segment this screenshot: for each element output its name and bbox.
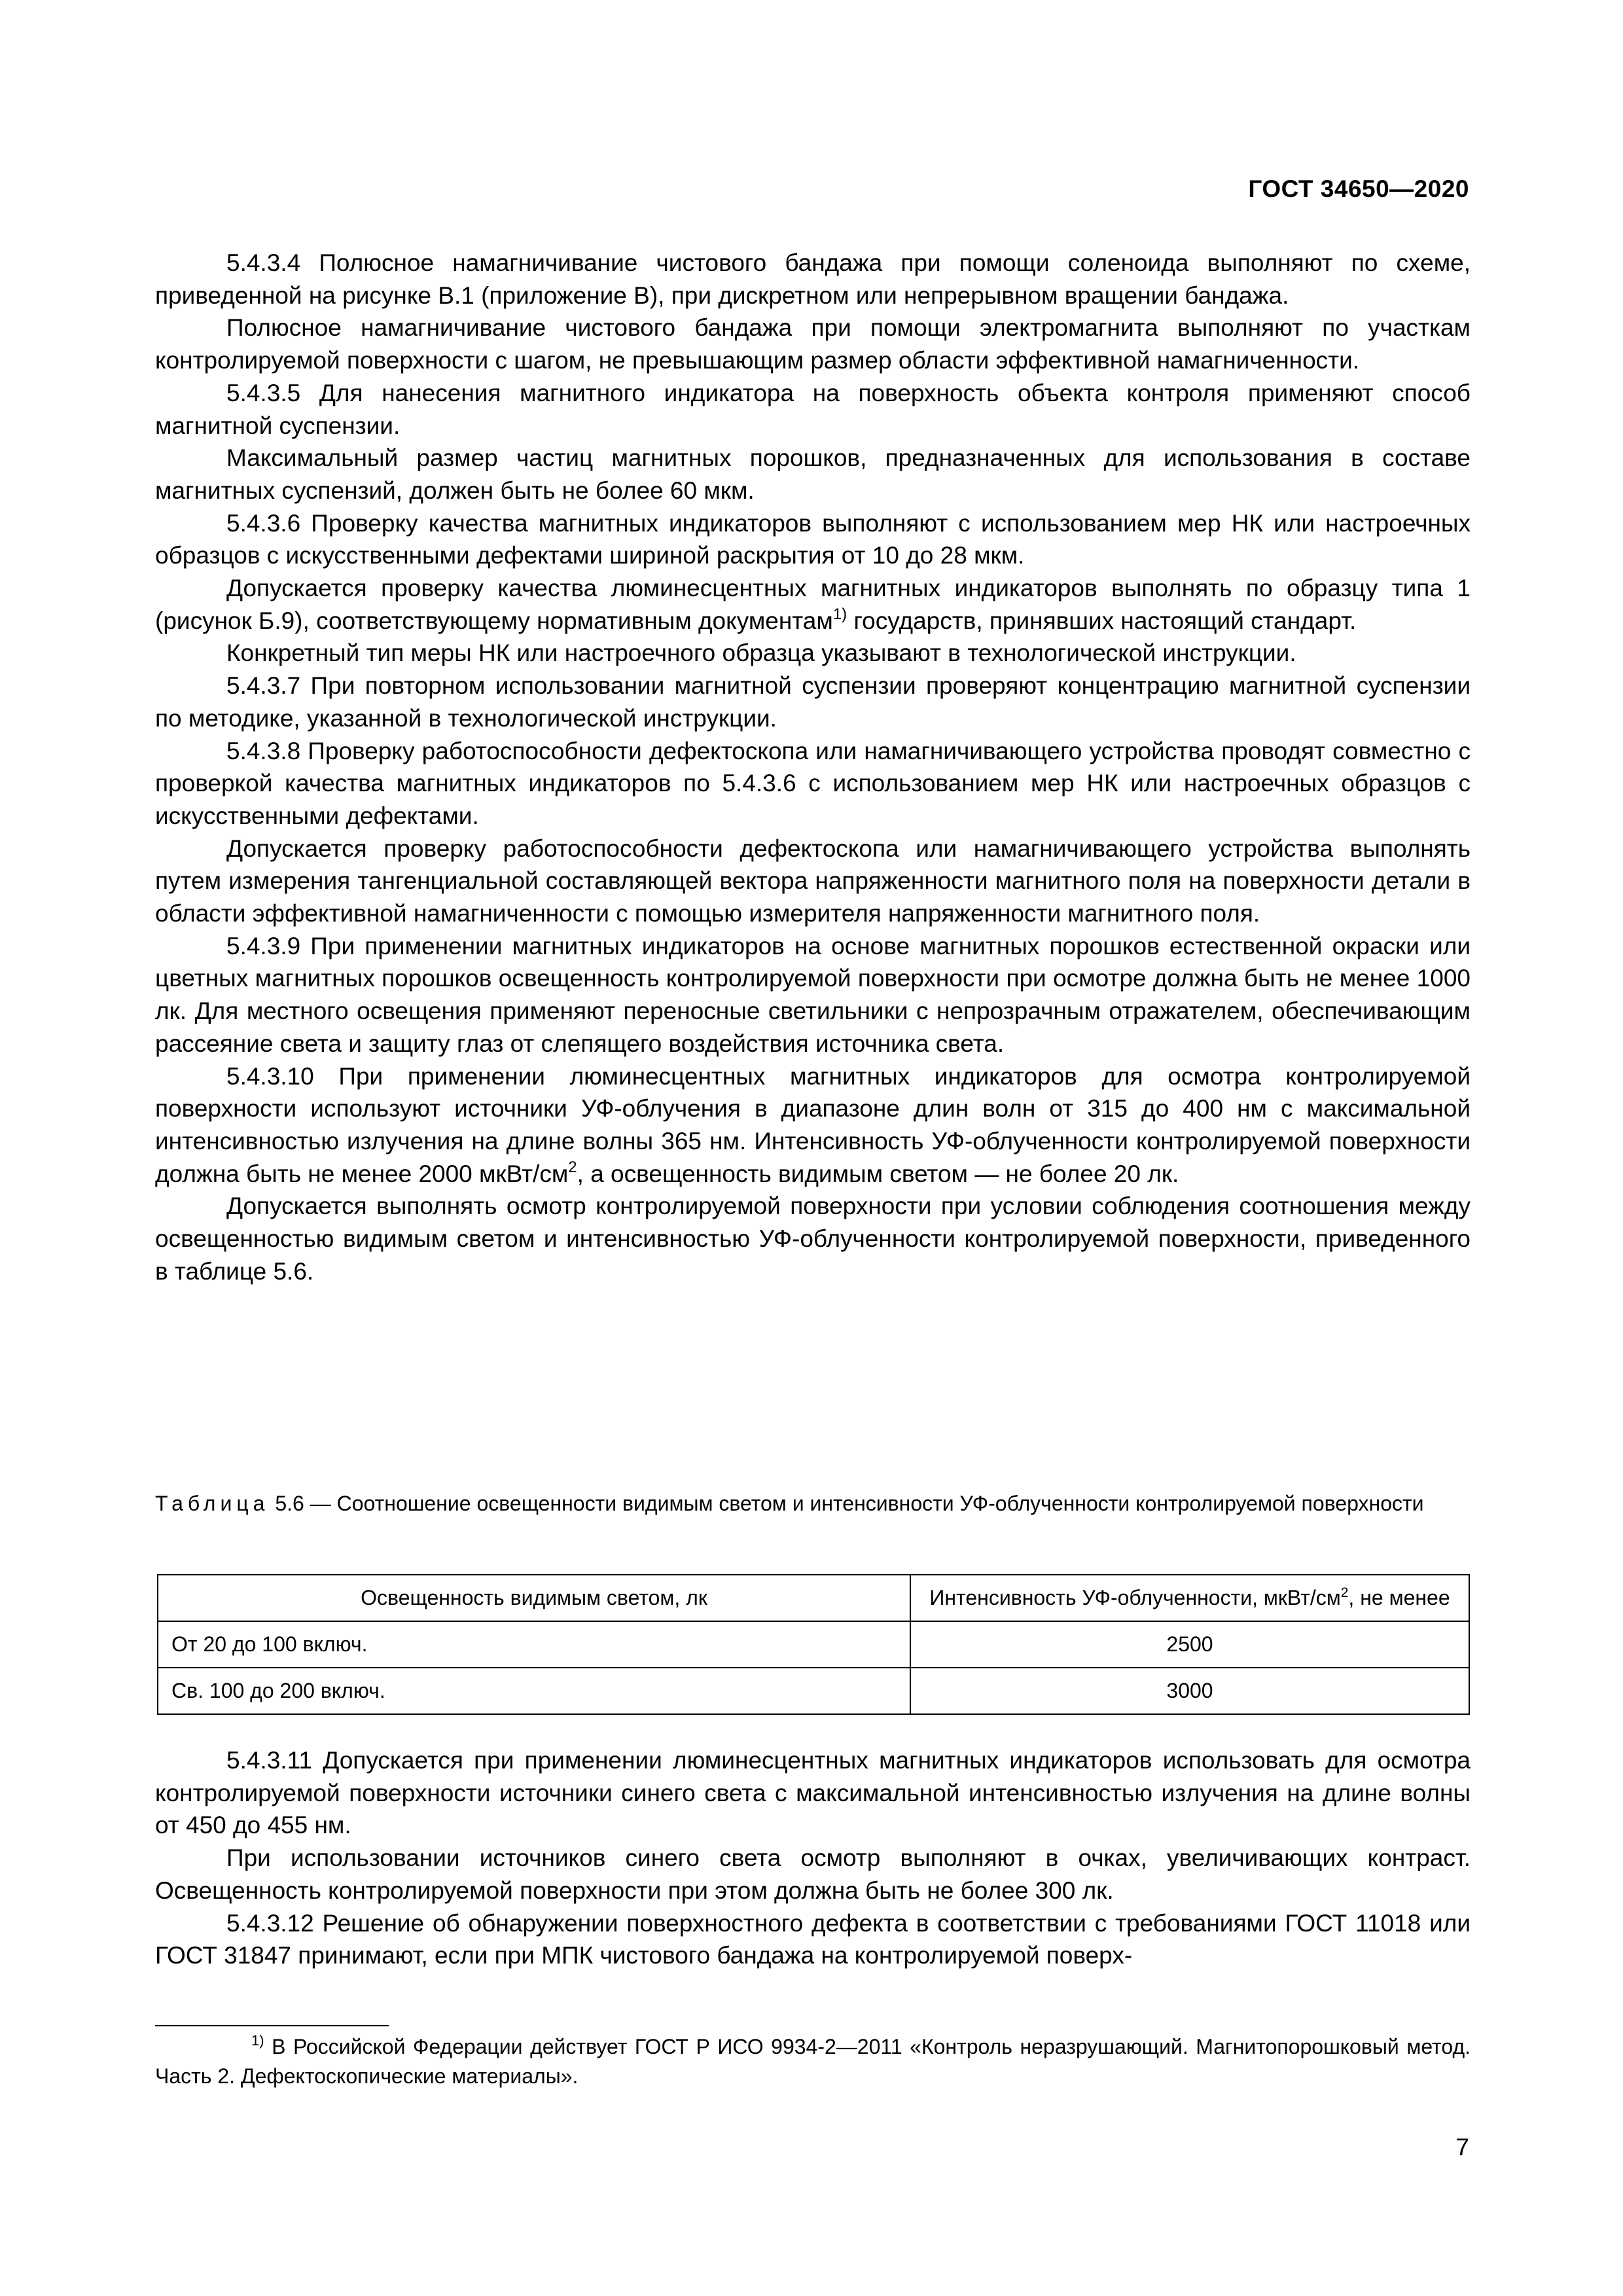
footnote-divider [155, 2025, 389, 2026]
table-row [158, 1621, 1469, 1668]
paragraph: При использовании источников синего света осмотр выполняют в очках, увеличивающих контраст. Освещенность контролируемой поверхности при этом должна быть не более 300 лк. [155, 1844, 1471, 1904]
paragraph-text: Допускается проверку качества люминесцентных магнитных индикаторов выполнять по образцу типа 1 (рисунок Б.9), соответствующему нормативным документам [155, 575, 1471, 634]
paragraph: 5.4.3.6 Проверку качества магнитных индикаторов выполняют с использованием мер НК или настроечных образцов с искусственными дефектами шириной раскрытия от 10 до 28 мкм. [155, 509, 1471, 569]
footnote [155, 2032, 1471, 2091]
paragraph: 5.4.3.11 Допускается при применении люминесцентных магнитных индикаторов использовать для осмотра контролируемой поверхности источники синего света с максимальной интенсивностью излучения на длине волны от 450 до 455 нм. [155, 1747, 1471, 1839]
superscript: 2 [568, 1158, 577, 1176]
paragraph: 5.4.3.12 Решение об обнаружении поверхностного дефекта в соответствии с требованиями ГОСТ 11018 или ГОСТ 31847 принимают, если при МПК чистового бандажа на контролируемой поверх- [155, 1909, 1471, 1969]
table-cell: 2500 [910, 1621, 1469, 1668]
footnote-reference: 1) [832, 605, 847, 623]
table-caption-label: Таблица [155, 1492, 270, 1515]
paragraph: 5.4.3.7 При повторном использовании магнитной суспензии проверяют концентрацию магнитной суспензии по методике, указанной в технологической инструкции. [155, 672, 1471, 732]
body-text-lower [155, 1744, 1471, 1972]
paragraph: Допускается выполнять осмотр контролируемой поверхности при условии соблюдения соотношения между освещенностью видимым светом и интенсивностью УФ-облученности контролируемой поверхности, приведенного в таблице 5.6. [155, 1193, 1471, 1285]
table-cell: 3000 [910, 1668, 1469, 1714]
table-caption [155, 1489, 1471, 1518]
page-number: 7 [1455, 2134, 1469, 2161]
data-table [157, 1574, 1470, 1715]
table-cell: От 20 до 100 включ. [158, 1621, 910, 1668]
paragraph-text: , а освещенность видимым светом — не более 20 лк. [577, 1160, 1179, 1187]
paragraph-uv [155, 1060, 1471, 1191]
paragraph: Максимальный размер частиц магнитных порошков, предназначенных для использования в составе магнитных суспензий, должен быть не более 60 мкм. [155, 444, 1471, 504]
footnote-marker: 1) [251, 2032, 264, 2049]
table-header-row [158, 1575, 1469, 1621]
table-header-cell: Интенсивность УФ-облученности, мкВт/$см^2$, не менее [910, 1575, 1469, 1621]
paragraph: 5.4.3.9 При применении магнитных индикаторов на основе магнитных порошков естественной окраски или цветных магнитных порошков освещенность контролируемой поверхности при осмотре должна быть не менее 1000 лк. Для местного освещения применяют переносные светильники с непрозрачным отражателем, обеспечивающим рассеяние света и защиту глаз от слепящего воздействия источника света. [155, 932, 1471, 1057]
table-caption-text: 5.6 — Соотношение освещенности видимым светом и интенсивности УФ-облученности контролируемой поверхности [269, 1492, 1424, 1515]
table-header-cell: Освещенность видимым светом, лк [158, 1575, 910, 1621]
paragraph: 5.4.3.5 Для нанесения магнитного индикатора на поверхность объекта контроля применяют способ магнитной суспензии. [155, 379, 1471, 439]
paragraph: 5.4.3.4 Полюсное намагничивание чистового бандажа при помощи соленоида выполняют по схеме, приведенной на рисунке В.1 (приложение В), при дискретном или непрерывном вращении бандажа. [155, 249, 1471, 309]
paragraph-with-footnote [155, 572, 1471, 637]
paragraph: 5.4.3.8 Проверку работоспособности дефектоскопа или намагничивающего устройства проводят совместно с проверкой качества магнитных индикаторов по 5.4.3.6 с использованием мер НК или настроечных образцов с искусственными дефектами. [155, 737, 1471, 829]
paragraph: Допускается проверку работоспособности дефектоскопа или намагничивающего устройства выполнять путем измерения тангенциальной составляющей вектора напряженности магнитного поля на поверхности детали в области эффективной намагниченности с помощью измерителя напряженности магнитного поля. [155, 834, 1471, 927]
table-cell: Св. 100 до 200 включ. [158, 1668, 910, 1714]
table-row [158, 1668, 1469, 1714]
paragraph: Конкретный тип меры НК или настроечного образца указывают в технологической инструкции. [226, 639, 1296, 667]
document-header: ГОСТ 34650—2020 [1248, 175, 1469, 202]
footnote-text: В Российской Федерации действует ГОСТ Р ИСО 9934-2—2011 «Контроль неразрушающий. Магнитопорошковый метод. Часть 2. Дефектоскопические материалы». [155, 2035, 1471, 2088]
paragraph-text: 5.4.3.10 При применении люминесцентных магнитных индикаторов для осмотра контролируемой поверхности используют источники УФ-облучения в диапазоне длин волн от 315 до 400 нм с максимальной интенсивностью излучения на длине волны 365 нм. Интенсивность УФ-облученности контролируемой поверхности должна быть не менее 2000 мкВт/см [155, 1062, 1471, 1187]
body-text-upper [155, 247, 1471, 1288]
paragraph-text: государств, принявших настоящий стандарт. [847, 607, 1357, 634]
paragraph: Полюсное намагничивание чистового бандажа при помощи электромагнита выполняют по участкам контролируемой поверхности с шагом, не превышающим размер области эффективной намагниченности. [155, 314, 1471, 374]
